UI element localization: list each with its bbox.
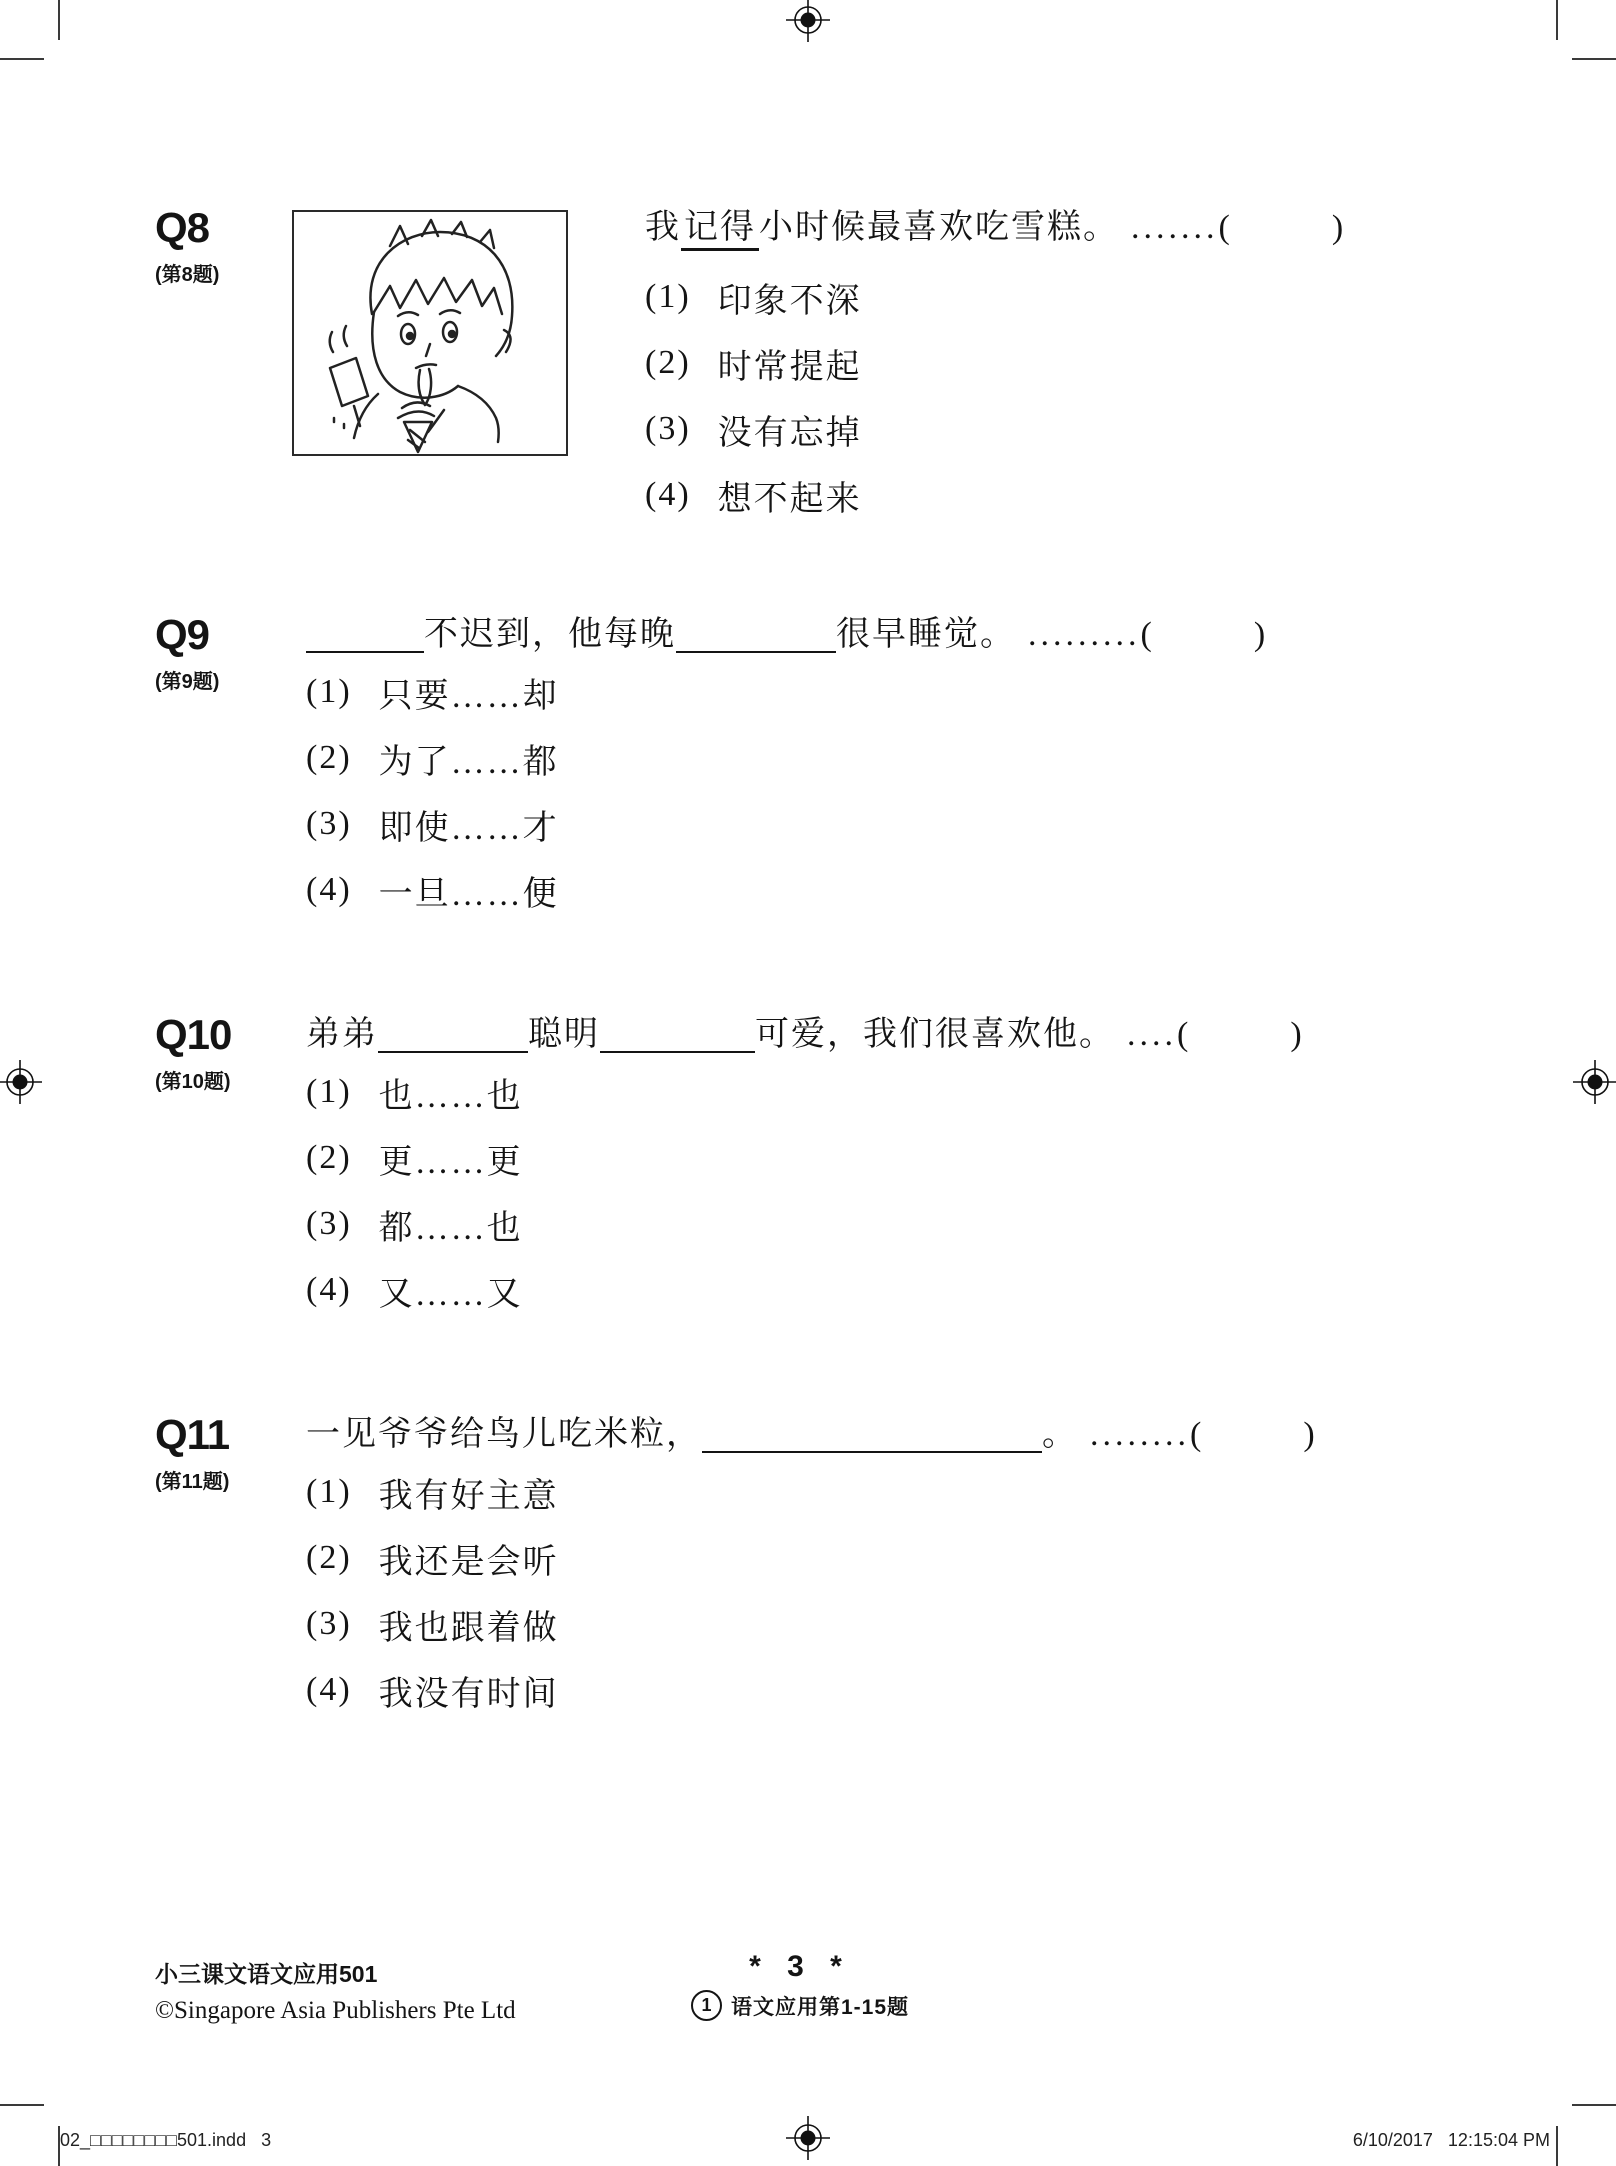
- question-label: Q8: [155, 204, 210, 251]
- section-number-badge: 1: [691, 1990, 722, 2021]
- question-text: 一见爷爷给鸟儿吃米粒，: [306, 1416, 702, 1453]
- print-filename: 02_□□□□□□□□501.indd 3: [60, 2130, 272, 2150]
- question-line: [306, 1010, 1486, 1059]
- answer-bracket-close: ): [1290, 1016, 1304, 1053]
- option-row: [645, 264, 1545, 330]
- dotted-leader: ....: [1127, 1016, 1177, 1053]
- answer-bracket-close: ): [1303, 1416, 1317, 1453]
- options-list: [306, 1459, 1486, 1723]
- option-row: [306, 1125, 1486, 1191]
- question-text: 很早睡觉。: [836, 616, 1016, 653]
- answer-bracket-close: ): [1253, 616, 1268, 653]
- options-list: [306, 659, 1486, 923]
- option-row: [306, 725, 1486, 791]
- dotted-leader: .........: [1028, 616, 1141, 653]
- registration-mark-top: [786, 0, 830, 42]
- question-text: 弟弟: [306, 1016, 378, 1053]
- answer-bracket-open: (: [1218, 209, 1232, 246]
- registration-mark-icon: [1573, 1060, 1616, 1104]
- option-row: [306, 857, 1486, 923]
- option-number: (1): [645, 278, 691, 316]
- question-q9-label-group: [155, 611, 220, 694]
- option-text: 也……也: [378, 1077, 523, 1115]
- option-row: [645, 396, 1545, 462]
- question-q8-body: [645, 203, 1545, 528]
- question-q8-image: [292, 210, 568, 456]
- registration-mark-left: [0, 1060, 42, 1104]
- question-q9-body: [306, 610, 1486, 923]
- answer-bracket-open: (: [1140, 616, 1154, 653]
- question-sub-label: (第10题): [155, 1071, 231, 1093]
- option-number: (3): [306, 1605, 352, 1643]
- option-row: [306, 1459, 1486, 1525]
- option-number: (2): [306, 1539, 352, 1577]
- option-row: [306, 1059, 1486, 1125]
- option-text: 没有忘掉: [717, 414, 862, 452]
- page-number: * 3 *: [749, 1950, 851, 1983]
- option-number: (3): [306, 805, 352, 843]
- option-number: (2): [306, 1139, 352, 1177]
- registration-mark-icon: [786, 2116, 830, 2160]
- crop-mark-bottom-right-v: [1556, 2126, 1558, 2166]
- crop-mark-top-left-h: [0, 58, 44, 60]
- answer-blank: [702, 1411, 1042, 1453]
- option-text: 只要……却: [378, 677, 559, 715]
- answer-bracket-open: (: [1177, 1016, 1191, 1053]
- option-number: (4): [306, 1271, 352, 1309]
- option-text: 又……又: [378, 1275, 523, 1313]
- question-sub-label: (第11题): [155, 1471, 230, 1493]
- section-indicator: [620, 1990, 980, 2021]
- registration-mark-icon: [786, 0, 830, 42]
- option-number: (3): [306, 1205, 352, 1243]
- option-text: 我还是会听: [378, 1543, 559, 1581]
- option-row: [306, 1525, 1486, 1591]
- section-label: 语文应用第1-15题: [730, 1995, 910, 2019]
- options-list: [645, 264, 1545, 528]
- crop-mark-top-right-h: [1572, 58, 1616, 60]
- question-q11-body: [306, 1410, 1486, 1723]
- option-number: (4): [306, 1671, 352, 1709]
- question-text: 可爱，我们很喜欢他。: [755, 1016, 1115, 1053]
- crop-mark-bottom-right-h: [1572, 2104, 1616, 2106]
- underlined-word: 记得: [681, 209, 759, 251]
- question-sub-label: (第9题): [155, 671, 220, 693]
- option-text: 都……也: [378, 1209, 523, 1247]
- option-row: [306, 659, 1486, 725]
- crop-mark-top-left-v: [58, 0, 60, 40]
- option-number: (1): [306, 1473, 352, 1511]
- option-text: 更……更: [378, 1143, 523, 1181]
- registration-mark-icon: [0, 1060, 42, 1104]
- answer-bracket-close: ): [1331, 209, 1346, 246]
- option-number: (3): [645, 410, 691, 448]
- option-text: 印象不深: [717, 282, 862, 320]
- footer-center: [620, 1950, 980, 2021]
- registration-mark-right: [1573, 1060, 1616, 1104]
- question-text: 。: [1042, 1416, 1078, 1453]
- question-q10-body: [306, 1010, 1486, 1323]
- question-line: [306, 1410, 1486, 1459]
- question-text: 不迟到，他每晚: [424, 616, 676, 653]
- question-q10-label-group: [155, 1011, 232, 1094]
- question-text: 我: [645, 209, 681, 246]
- option-text: 我有好主意: [378, 1477, 559, 1515]
- question-label: Q10: [155, 1011, 232, 1058]
- option-number: (1): [306, 673, 352, 711]
- answer-blank: [378, 1011, 528, 1053]
- options-list: [306, 1059, 1486, 1323]
- answer-bracket-open: (: [1190, 1416, 1204, 1453]
- publisher-credit: ©Singapore Asia Publishers Pte Ltd: [155, 1997, 516, 2024]
- option-number: (2): [645, 344, 691, 382]
- option-row: [306, 1191, 1486, 1257]
- option-row: [306, 1257, 1486, 1323]
- option-text: 一旦……便: [378, 875, 559, 913]
- option-number: (1): [306, 1073, 352, 1111]
- answer-blank: [306, 611, 424, 653]
- boy-eating-ice-cream-illustration: [294, 212, 566, 454]
- registration-mark-bottom: [786, 2116, 830, 2160]
- option-number: (4): [306, 871, 352, 909]
- option-text: 为了……都: [378, 743, 559, 781]
- option-text: 我没有时间: [378, 1675, 559, 1713]
- option-row: [306, 791, 1486, 857]
- option-text: 时常提起: [717, 348, 862, 386]
- question-sub-label: (第8题): [155, 264, 220, 286]
- question-label: Q9: [155, 611, 210, 658]
- option-number: (4): [645, 476, 691, 514]
- footer-left: [155, 1956, 516, 2025]
- dotted-leader: .......: [1131, 209, 1219, 246]
- question-label: Q11: [155, 1411, 230, 1458]
- crop-mark-top-right-v: [1556, 0, 1558, 40]
- option-text: 我也跟着做: [378, 1609, 559, 1647]
- option-row: [306, 1657, 1486, 1723]
- question-text: 聪明: [528, 1016, 600, 1053]
- question-q8-label-group: [155, 204, 220, 287]
- question-line: [645, 203, 1545, 252]
- option-text: 想不起来: [717, 480, 862, 518]
- option-row: [645, 462, 1545, 528]
- question-line: [306, 610, 1486, 659]
- dotted-leader: ........: [1090, 1416, 1190, 1453]
- option-row: [306, 1591, 1486, 1657]
- option-number: (2): [306, 739, 352, 777]
- option-text: 即使……才: [378, 809, 559, 847]
- question-q11-label-group: [155, 1411, 230, 1494]
- series-title: 小三课文语文应用501: [155, 1961, 378, 1987]
- print-timestamp: 6/10/2017 12:15:04 PM: [1352, 2130, 1550, 2150]
- option-row: [645, 330, 1545, 396]
- question-text: 小时候最喜欢吃雪糕。: [759, 209, 1119, 246]
- answer-blank: [676, 611, 836, 653]
- crop-mark-bottom-left-h: [0, 2104, 44, 2106]
- answer-blank: [600, 1011, 755, 1053]
